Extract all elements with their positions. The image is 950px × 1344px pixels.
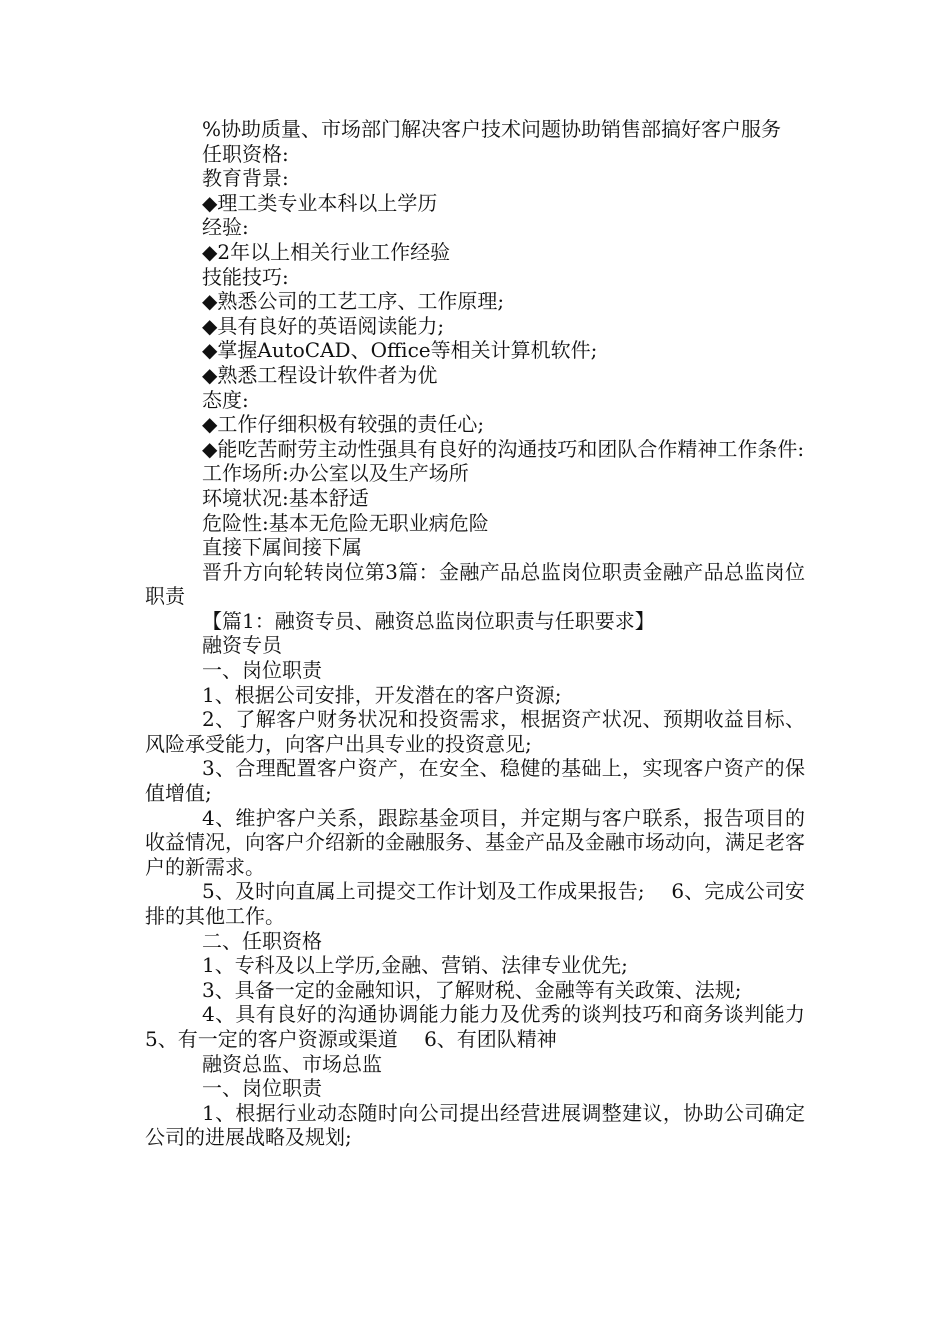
paragraph: ◆理工类专业本科以上学历 — [202, 190, 438, 215]
section-heading: 【篇1：融资专员、融资总监岗位职责与任职要求】 — [202, 608, 655, 633]
paragraph: 融资专员 — [202, 633, 282, 658]
paragraph: ◆能吃苦耐劳主动性强具有良好的沟通技巧和团队合作精神工作条件: — [202, 436, 805, 461]
paragraph: ◆熟悉公司的工艺工序、工作原理; — [202, 289, 505, 314]
paragraph: 一、岗位职责 — [202, 658, 322, 683]
paragraph: 4、具有良好的沟通协调能力能力及优秀的谈判技巧和商务谈判能力 5、有一定的客户资源或渠道 6、有团队精神 — [145, 1002, 825, 1051]
paragraph: ◆具有良好的英语阅读能力; — [202, 313, 445, 338]
paragraph: %协助质量、市场部门解决客户技术问题协助销售部搞好客户服务 — [202, 117, 782, 141]
paragraph: 任职资格: — [202, 141, 289, 166]
paragraph: 3、具备一定的金融知识，了解财税、金融等有关政策、法规; — [202, 977, 742, 1002]
paragraph: 经验: — [202, 215, 249, 240]
paragraph: 2、了解客户财务状况和投资需求，根据资产状况、预期收益目标、风险承受能力，向客户出具专业的投资意见; — [145, 707, 805, 756]
paragraph: 4、维护客户关系，跟踪基金项目，并定期与客户联系，报告项目的收益情况，向客户介绍新的金融服务、基金产品及金融市场动向，满足老客户的新需求。 — [145, 805, 805, 879]
paragraph: 工作场所:办公室以及生产场所 — [202, 461, 469, 486]
paragraph: ◆工作仔细积极有较强的责任心; — [202, 412, 485, 437]
paragraph: ◆掌握AutoCAD、Office等相关计算机软件; — [202, 338, 598, 363]
paragraph: 融资总监、市场总监 — [202, 1051, 382, 1076]
paragraph: 1、根据公司安排，开发潜在的客户资源; — [202, 682, 562, 707]
paragraph: 教育背景: — [202, 166, 289, 191]
paragraph: 技能技巧: — [202, 264, 289, 289]
paragraph: 3、合理配置客户资产，在安全、稳健的基础上，实现客户资产的保值增值; — [145, 756, 805, 806]
paragraph: 晋升方向轮转岗位第3篇：金融产品总监岗位职责金融产品总监岗位职责 — [145, 559, 805, 609]
paragraph: 5、及时向直属上司提交工作计划及工作成果报告; 6、完成公司安排的其他工作。 — [145, 879, 805, 928]
paragraph: ◆熟悉工程设计软件者为优 — [202, 362, 438, 387]
paragraph: 二、任职资格 — [202, 928, 322, 953]
paragraph: 一、岗位职责 — [202, 1076, 322, 1101]
document-body — [145, 117, 825, 1150]
paragraph: ◆2年以上相关行业工作经验 — [202, 239, 451, 264]
paragraph: 危险性:基本无危险无职业病危险 — [202, 510, 489, 535]
paragraph: 1、专科及以上学历,金融、营销、法律专业优先; — [202, 953, 628, 978]
paragraph: 直接下属间接下属 — [202, 535, 362, 560]
paragraph: 态度: — [202, 387, 249, 412]
paragraph: 环境状况:基本舒适 — [202, 485, 369, 510]
paragraph: 1、根据行业动态随时向公司提出经营进展调整建议，协助公司确定公司的进展战略及规划; — [145, 1100, 805, 1150]
